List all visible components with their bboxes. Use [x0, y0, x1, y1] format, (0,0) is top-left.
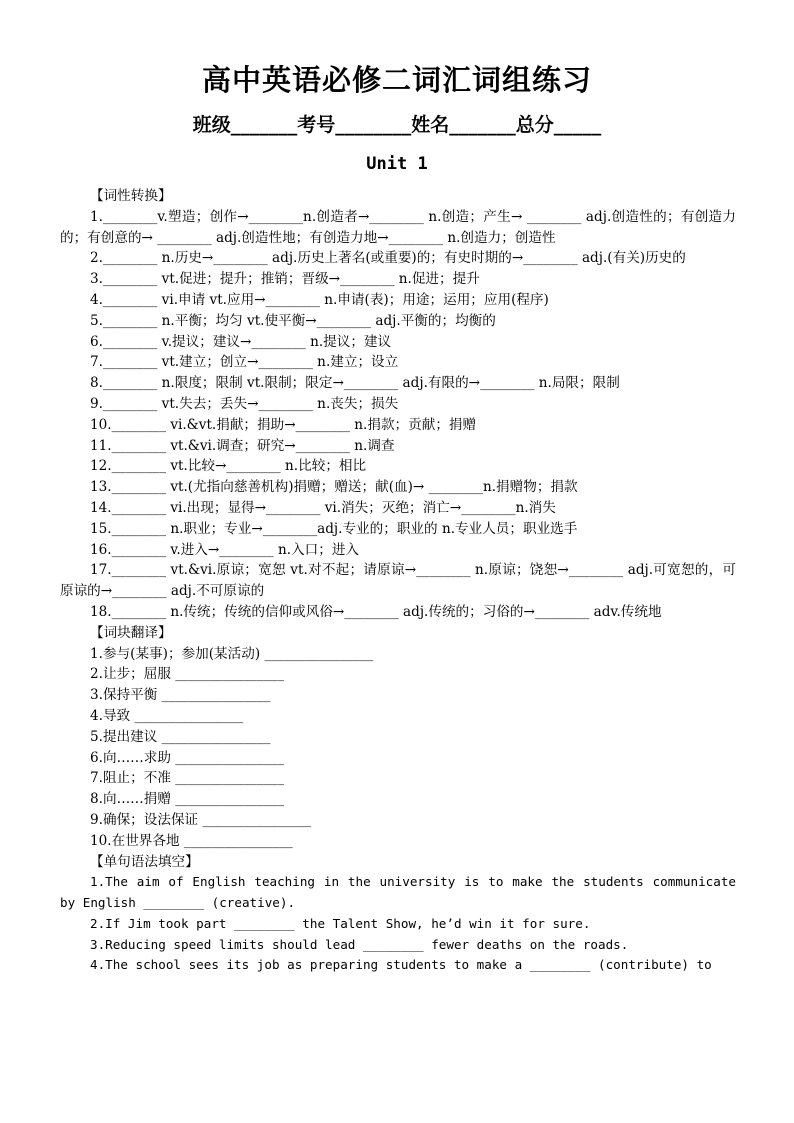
phrase-item: 2.让步；屈服 ________________	[90, 666, 285, 683]
word-form-item: 5.________ n.平衡；均匀 vt.使平衡→________ adj.平衡的；均衡的	[90, 312, 496, 329]
word-form-item: 1.________v.塑造；创作→________n.创造者→________ n.创造；产生→ ________ adj.创造性的；有创造力的；有创意的→ ________ adj.创造性地；有创造力地→________ n.创造力；创造性	[60, 208, 736, 246]
phrase-item: 5.提出建议 ________________	[90, 728, 271, 745]
word-form-item: 15.________ n.职业；专业→________adj.专业的；职业的 n.专业人员；职业选手	[90, 520, 578, 537]
phrase-item: 4.导致 ________________	[90, 707, 244, 724]
unit-heading: Unit 1	[366, 154, 428, 174]
word-form-item: 2.________ n.历史→________ adj.历史上著名(或重要)的；有史时期的→________ adj.(有关)历史的	[90, 250, 686, 267]
grammar-sentence: 1.The aim of English teaching in the university is to make the students communicate by English ________ (creative).	[60, 874, 736, 911]
phrase-item: 10.在世界各地 ________________	[90, 832, 293, 849]
grammar-sentence: 3.Reducing speed limits should lead ________ fewer deaths on the roads.	[90, 936, 629, 952]
word-form-item: 9.________ vt.失去；丢失→________ n.丧失；损失	[90, 395, 399, 412]
word-form-item: 13.________ vt.(尤指向慈善机构)捐赠；赠送；献(血)→ ________n.捐赠物；捐款	[90, 479, 578, 496]
phrase-item: 1.参与(某事)；参加(某活动) ________________	[90, 645, 374, 662]
word-form-item: 3.________ vt.促进；提升；推销；晋级→________ n.促进；提升	[90, 271, 480, 288]
section-heading-word-forms: 【词性转换】	[90, 188, 172, 204]
word-form-item: 18.________ n.传统；传统的信仰或风俗→________ adj.传统的；习俗的→________ adv.传统地	[90, 603, 662, 620]
word-form-item: 6.________ v.提议；建议→________ n.提议；建议	[90, 333, 392, 350]
word-form-item: 7.________ vt.建立；创立→________ n.建立；设立	[90, 354, 399, 371]
word-form-item: 4.________ vi.申请 vt.应用→________ n.申请(表)；用途；运用；应用(程序)	[90, 291, 549, 308]
page-title: 高中英语必修二词汇词组练习	[201, 63, 592, 97]
section-heading-grammar-fill: 【单句语法填空】	[90, 853, 199, 870]
word-form-item: 12.________ vt.比较→________ n.比较；相比	[90, 458, 367, 475]
phrase-item: 8.向……捐赠 ________________	[90, 791, 285, 808]
word-form-item: 17.________ vt.&vi.原谅；宽恕 vt.对不起；请原谅→________ n.原谅；饶恕→________ adj.可宽恕的，可原谅的→________ adj.不可原谅的	[60, 562, 736, 600]
word-form-item: 10.________ vi.&vt.捐献；捐助→________ n.捐款；贡献；捐赠	[90, 416, 477, 433]
word-form-item: 14.________ vi.出现；显得→________ vi.消失；灭绝；消亡→________n.消失	[90, 499, 556, 516]
worksheet-body	[60, 186, 736, 976]
grammar-sentence: 4.The school sees its job as preparing students to make a ________ (contribute) to	[90, 957, 712, 973]
grammar-sentence: 2.If Jim took part ________ the Talent Show, he’d win it for sure.	[90, 915, 591, 931]
word-form-item: 8.________ n.限度；限制 vt.限制；限定→________ adj.有限的→________ n.局限；限制	[90, 375, 620, 392]
word-form-item: 16.________ v.进入→________ n.入口；进入	[90, 541, 360, 558]
word-form-item: 11.________ vt.&vi.调查；研究→________ n.调查	[90, 437, 395, 454]
student-info-fields: 班级_______考号________姓名_______总分_____	[192, 114, 602, 136]
phrase-item: 3.保持平衡 ________________	[90, 687, 271, 704]
phrase-item: 7.阻止；不准 ________________	[90, 770, 285, 787]
phrase-item: 9.确保；设法保证 ________________	[90, 811, 312, 828]
phrase-item: 6.向……求助 ________________	[90, 749, 285, 766]
section-heading-phrase-translation: 【词块翻译】	[90, 624, 172, 641]
